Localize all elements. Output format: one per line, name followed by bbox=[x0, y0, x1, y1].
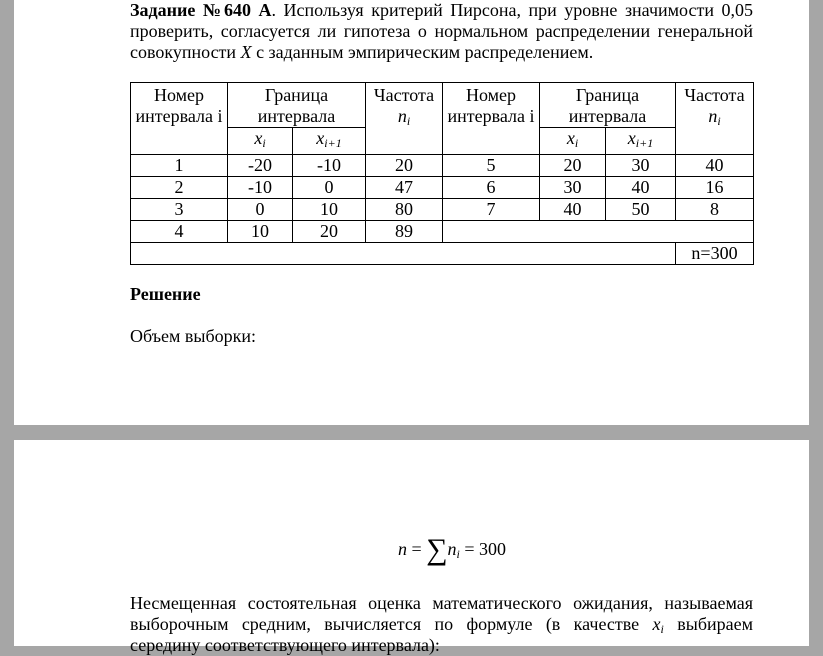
table-cell: 4 bbox=[131, 221, 228, 243]
header-xi1-2: $x_{i+1}$ bbox=[606, 128, 676, 155]
table-cell: 6 bbox=[443, 177, 540, 199]
table-cell: 1 bbox=[131, 155, 228, 177]
table-cell: 89 bbox=[366, 221, 443, 243]
header-number-2: Номер интервала i bbox=[443, 83, 540, 155]
paragraph-line-2: выборочным средним, вычисляется по формуле (в качестве $x_i$ выбираем bbox=[130, 614, 753, 636]
header-frequency: Частота $n_i$ bbox=[366, 83, 443, 155]
task-line-2: проверить, согласуется ли гипотеза о нормальном распределении генеральной bbox=[130, 21, 753, 41]
table-row bbox=[131, 177, 754, 199]
table-row bbox=[131, 221, 754, 243]
table-cell: 20 bbox=[293, 221, 366, 243]
table-cell: 16 bbox=[676, 177, 754, 199]
table-cell: 80 bbox=[366, 199, 443, 221]
table-cell: 5 bbox=[443, 155, 540, 177]
table-cell: 47 bbox=[366, 177, 443, 199]
task-text-3: совокупности bbox=[130, 42, 241, 62]
table-cell-empty bbox=[443, 221, 754, 243]
table-cell: 2 bbox=[131, 177, 228, 199]
table-cell: 40 bbox=[606, 177, 676, 199]
task-label: Задание №640 А bbox=[130, 0, 272, 20]
sum-formula: $n = \sum n_i = 300$ bbox=[398, 533, 507, 566]
table-header-row bbox=[131, 83, 754, 128]
header-number: Номер интервала i bbox=[131, 83, 228, 155]
header-xi: $x_i$ bbox=[228, 128, 293, 155]
table-cell: 0 bbox=[228, 199, 293, 221]
variable-x: X bbox=[240, 42, 252, 62]
table-cell: -20 bbox=[228, 155, 293, 177]
table-cell: 50 bbox=[606, 199, 676, 221]
header-boundary: Граница интервала bbox=[228, 83, 366, 128]
table-cell: 20 bbox=[540, 155, 606, 177]
table-cell: 3 bbox=[131, 199, 228, 221]
table-cell: 0 bbox=[293, 177, 366, 199]
paragraph-line-3: середину соответствующего интервала): bbox=[130, 635, 440, 655]
table-cell: 10 bbox=[293, 199, 366, 221]
header-boundary-2: Граница интервала bbox=[540, 83, 676, 128]
table-total: n=300 bbox=[676, 243, 754, 265]
table-cell: 20 bbox=[366, 155, 443, 177]
document-page-2 bbox=[14, 440, 809, 655]
solution-heading: Решение bbox=[130, 284, 201, 304]
table-total-row bbox=[131, 243, 754, 265]
table-cell: 8 bbox=[676, 199, 754, 221]
table-cell: 30 bbox=[606, 155, 676, 177]
distribution-table bbox=[130, 82, 754, 265]
task-line-1 bbox=[130, 0, 753, 21]
table-row bbox=[131, 199, 754, 221]
paragraph-line-1: Несмещенная состоятельная оценка математического ожидания, называемая bbox=[130, 593, 753, 613]
header-xi-2: $x_i$ bbox=[540, 128, 606, 155]
document-page-1 bbox=[14, 0, 809, 425]
header-frequency-2: Частота $n_i$ bbox=[676, 83, 754, 155]
task-text-3b: с заданным эмпирическим распределением. bbox=[251, 42, 594, 62]
table-cell: -10 bbox=[228, 177, 293, 199]
sample-size-label: Объем выборки: bbox=[130, 326, 257, 346]
table-cell: 7 bbox=[443, 199, 540, 221]
table-row bbox=[131, 155, 754, 177]
table-cell-empty bbox=[131, 243, 676, 265]
table-cell: 40 bbox=[676, 155, 754, 177]
table-cell: 40 bbox=[540, 199, 606, 221]
table-cell: 30 bbox=[540, 177, 606, 199]
table-cell: -10 bbox=[293, 155, 366, 177]
task-text-1: . Используя критерий Пирсона, при уровне значимости 0,05 bbox=[271, 0, 753, 20]
table-cell: 10 bbox=[228, 221, 293, 243]
header-xi1: $x_{i+1}$ bbox=[293, 128, 366, 155]
task-line-3 bbox=[130, 42, 593, 63]
